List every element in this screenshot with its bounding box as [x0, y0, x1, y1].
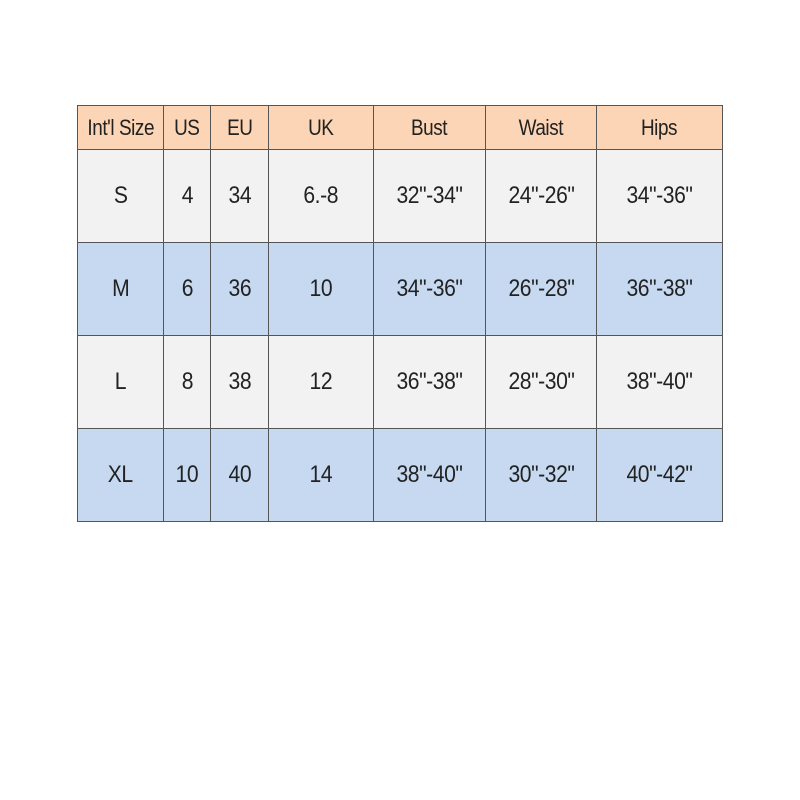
cell-intl-size: S — [78, 150, 164, 243]
cell-intl-size: L — [78, 336, 164, 429]
cell-us: 6 — [164, 243, 211, 336]
cell-eu: 38 — [211, 336, 269, 429]
cell-uk: 10 — [269, 243, 374, 336]
header-us: US — [164, 106, 211, 150]
cell-us: 4 — [164, 150, 211, 243]
size-chart-table — [77, 105, 723, 522]
cell-waist: 24"-26" — [486, 150, 597, 243]
header-uk: UK — [269, 106, 374, 150]
cell-waist: 26"-28" — [486, 243, 597, 336]
table-row — [78, 150, 723, 243]
cell-waist: 30"-32" — [486, 429, 597, 522]
header-intl-size: Int'l Size — [78, 106, 164, 150]
cell-eu: 34 — [211, 150, 269, 243]
header-hips: Hips — [597, 106, 723, 150]
cell-us: 10 — [164, 429, 211, 522]
cell-bust: 36"-38" — [374, 336, 486, 429]
header-eu: EU — [211, 106, 269, 150]
cell-uk: 6.-8 — [269, 150, 374, 243]
cell-hips: 40"-42" — [597, 429, 723, 522]
header-bust: Bust — [374, 106, 486, 150]
table-row — [78, 243, 723, 336]
header-waist: Waist — [486, 106, 597, 150]
cell-eu: 36 — [211, 243, 269, 336]
cell-bust: 32"-34" — [374, 150, 486, 243]
cell-intl-size: M — [78, 243, 164, 336]
cell-intl-size: XL — [78, 429, 164, 522]
cell-us: 8 — [164, 336, 211, 429]
table-row — [78, 336, 723, 429]
cell-bust: 38"-40" — [374, 429, 486, 522]
cell-waist: 28"-30" — [486, 336, 597, 429]
cell-bust: 34"-36" — [374, 243, 486, 336]
table-row — [78, 429, 723, 522]
table-header-row — [78, 106, 723, 150]
cell-hips: 38"-40" — [597, 336, 723, 429]
cell-uk: 12 — [269, 336, 374, 429]
cell-eu: 40 — [211, 429, 269, 522]
cell-hips: 34"-36" — [597, 150, 723, 243]
cell-uk: 14 — [269, 429, 374, 522]
cell-hips: 36"-38" — [597, 243, 723, 336]
